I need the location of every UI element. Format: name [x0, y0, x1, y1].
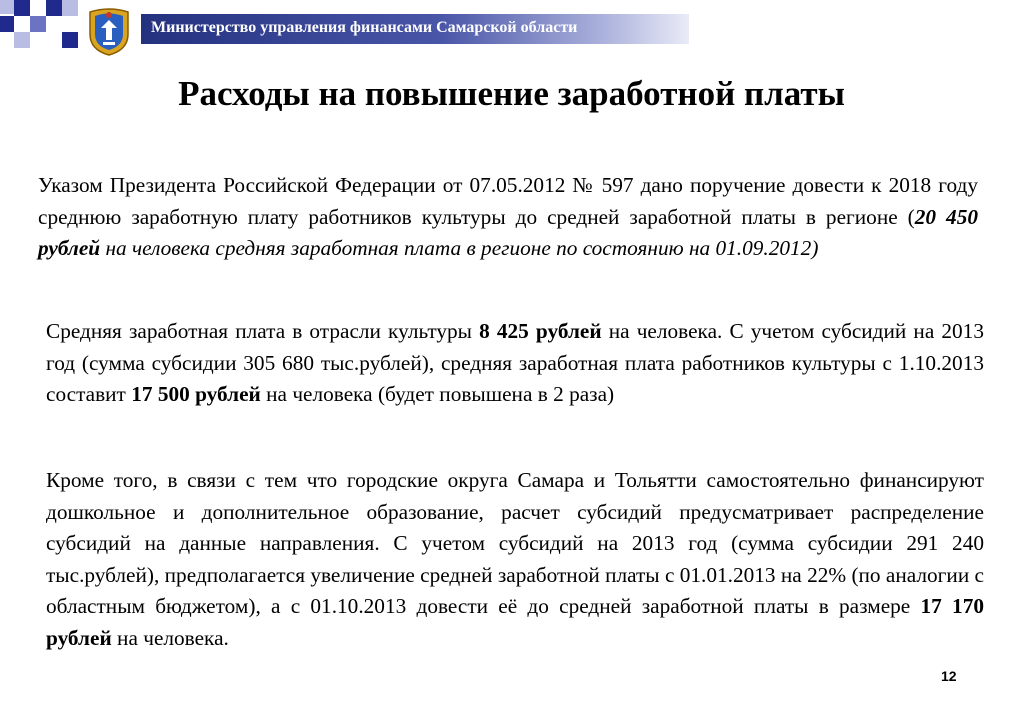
- decor-square: [14, 0, 30, 16]
- decor-square: [0, 0, 14, 14]
- decor-square: [62, 32, 78, 48]
- text-span: Средняя заработная плата в отрасли культуры: [46, 319, 480, 343]
- text-span: на человека.: [111, 625, 229, 650]
- text-span: Указом Президента Российской Федерации от 07.05.2012 № 597 дано поручение довести к 2018 году среднюю заработную плату работников культуры до средней заработной платы в регионе (: [38, 173, 978, 229]
- page-number: 12: [941, 668, 957, 684]
- samara-region-coat-of-arms-icon: [86, 6, 132, 56]
- paragraph-decree: [38, 170, 978, 265]
- slide-title: Расходы на повышение заработной платы: [178, 74, 845, 113]
- text-span: на человека. С учетом субсидий на 2013 год (сумма субсидии 305 680 тыс.рублей), средняя заработная плата работников культуры с 1.10.2013 составит: [46, 319, 984, 406]
- text-span: на человека средняя заработная плата в регионе по состоянию на 01.09.2012): [100, 236, 819, 260]
- paragraph-culture-salary: [46, 316, 984, 411]
- decor-square: [0, 16, 14, 32]
- text-span: Кроме того, в связи с тем что городские округа Самара и Тольятти самостоятельно финансируют дошкольное и дополнительное образование, расчет субсидий предусматривает распределение субсидий на данные направления. С учетом субсидий на 2013 год (сумма субсидии 291 240 тыс.рублей), предполагается увеличение средней заработной платы с 01.01.2013 на 22% (по аналогии с областным бюджетом), а с 01.10.2013 довести её до средней заработной платы в размере: [46, 468, 984, 618]
- ministry-name: Министерство управления финансами Самарской области: [151, 19, 578, 36]
- paragraph-city-districts: [46, 465, 984, 654]
- highlight-amount: 17 500 рублей: [131, 382, 261, 406]
- decor-square: [14, 32, 30, 48]
- decor-square: [30, 16, 46, 32]
- decor-square: [46, 0, 62, 16]
- highlight-amount: 8 425 рублей: [479, 319, 602, 343]
- highlight-amount: 20 450 рублей: [38, 204, 978, 260]
- header-bar: [141, 14, 689, 44]
- highlight-amount: 17 170 рублей: [46, 594, 984, 650]
- decor-square: [62, 0, 78, 16]
- text-span: на человека (будет повышена в 2 раза): [260, 382, 615, 406]
